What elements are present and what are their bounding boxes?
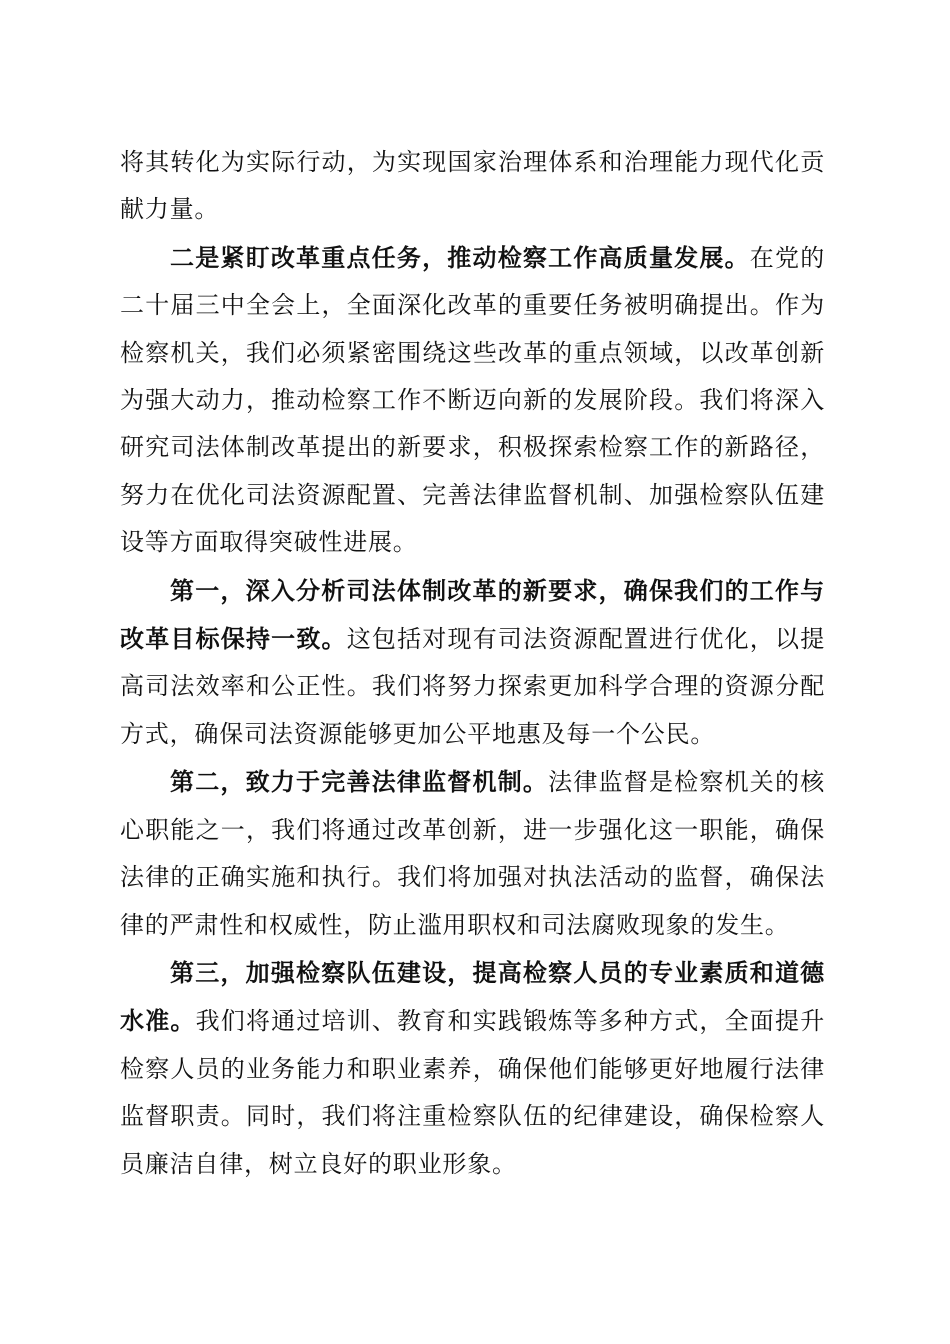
paragraph-text: 我们将通过培训、教育和实践锻炼等多种方式，全面提升检察人员的业务能力和职业素养，确保他们能够更好地履行法律监督职责。同时，我们将注重检察队伍的纪律建设，确保检察人员廉洁自律，树立良好的职业形象。 — [120, 1007, 825, 1178]
paragraph-third-point — [120, 949, 825, 1188]
paragraph-heading: 第二，致力于完善法律监督机制。 — [170, 767, 549, 797]
paragraph-first-point — [120, 567, 825, 759]
paragraph-continuation — [120, 139, 825, 234]
paragraph-text: 法律监督是检察机关的核心职能之一，我们将通过改革创新，进一步强化这一职能，确保法律的正确实施和执行。我们将加强对执法活动的监督，确保法律的严肃性和权威性，防止滥用职权和司法腐败现象的发生。 — [120, 768, 825, 939]
paragraph-reform-tasks — [120, 234, 825, 567]
paragraph-text: 这包括对现有司法资源配置进行优化，以提高司法效率和公正性。我们将努力探索更加科学合理的资源分配方式，确保司法资源能够更加公平地惠及每一个公民。 — [120, 625, 825, 748]
paragraph-text: 将其转化为实际行动，为实现国家治理体系和治理能力现代化贡献力量。 — [120, 148, 825, 224]
paragraph-heading: 第三，加强检察队伍建设，提高检察人员的专业素质和道德水准。 — [120, 957, 825, 1036]
paragraph-heading: 第一，深入分析司法体制改革的新要求，确保我们的工作与改革目标保持一致。 — [120, 575, 825, 654]
paragraph-second-point — [120, 758, 825, 949]
paragraph-heading: 二是紧盯改革重点任务，推动检察工作高质量发展。 — [170, 242, 750, 272]
document-body — [120, 139, 825, 1188]
paragraph-text: 在党的二十届三中全会上，全面深化改革的重要任务被明确提出。作为检察机关，我们必须紧密围绕这些改革的重点领域，以改革创新为强大动力，推动检察工作不断迈向新的发展阶段。我们将深入研究司法体制改革提出的新要求，积极探索检察工作的新路径，努力在优化司法资源配置、完善法律监督机制、加强检察队伍建设等方面取得突破性进展。 — [120, 243, 825, 557]
